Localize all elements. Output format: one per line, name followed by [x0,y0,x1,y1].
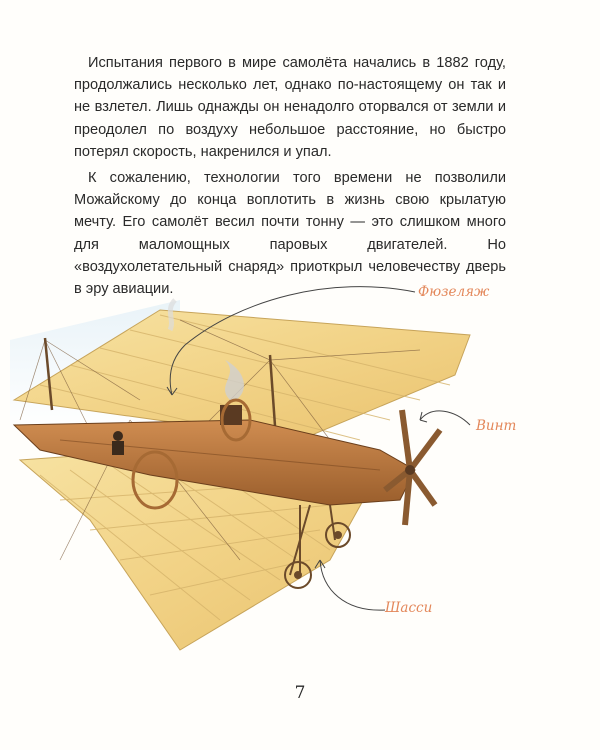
paragraph-2: К сожалению, технологии того времени не позволили Можайскому до конца воплотить в жизнь свою крылатую мечту. Его самолёт весил почти тонну — это слишком много для маломощных паровых двигателей. Но «воздухолетательный снаряд» приоткрыл человечеству дверь в эру авиации. [74,170,506,298]
leader-propeller [420,411,470,425]
page-number: 7 [294,683,306,703]
mozhaysky-airplane-illustration [0,260,600,680]
label-propeller: Винт [476,418,517,434]
label-fuselage: Фюзеляж [418,284,490,300]
pilot-figure [113,431,123,441]
label-chassis: Шасси [385,600,433,616]
paragraph-1: Испытания первого в мире самолёта начались в 1882 году, продолжались несколько лет, однако по-настоящему он так и не взлетел. Лишь однажды он ненадолго оторвался от земли и преодолел по воздуху небольшое расстояние, но быстро потерял скорость, накренился и упал. [74,55,506,160]
leader-chassis [320,560,385,610]
